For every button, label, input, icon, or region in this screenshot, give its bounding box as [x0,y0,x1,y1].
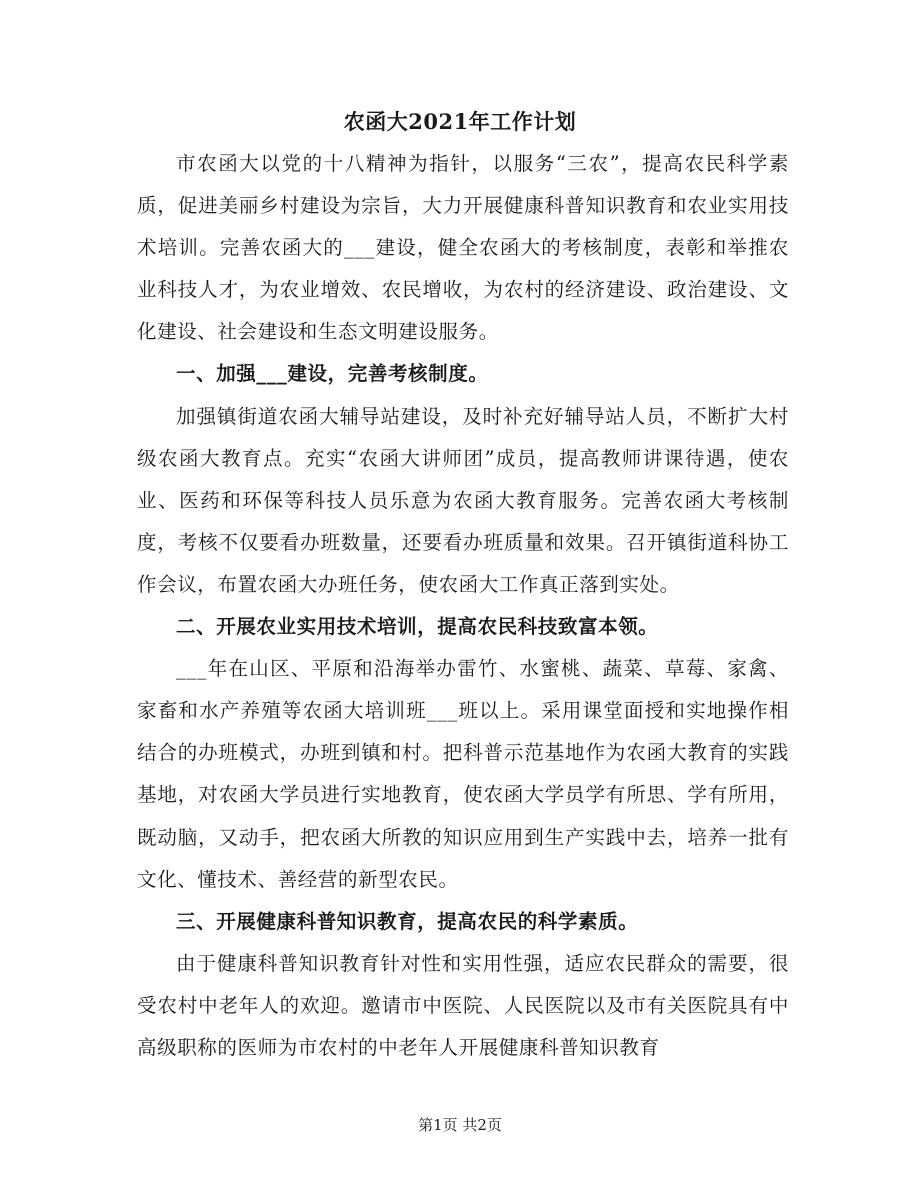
document-title: 农函大2021年工作计划 [343,109,577,134]
intro-paragraph: 市农函大以党的十八精神为指针，以服务“三农”，提高农民科学素质，促进美丽乡村建设为宗旨，大力开展健康科普知识教育和农业实用技术培训。完善农函大的___建设，健全农函大的考核制度，表彰和举推农业科技人才，为农业增效、农民增收，为农村的经济建设、政治建设、文化建设、社会建设和生态文明建设服务。 [137,152,789,344]
section-body-2: ___年在山区、平原和沿海举办雷竹、水蜜桃、蔬菜、草莓、家禽、家畜和水产养殖等农函大培训班___班以上。采用课堂面授和实地操作相结合的办班模式，办班到镇和村。把科普示范基地作为农函大教育的实践基地，对农函大学员进行实地教育，使农函大学员学有所思、学有所用，既动脑，又动手，把农函大所教的知识应用到生产实践中去，培养一批有文化、懂技术、善经营的新型农民。 [137,657,789,891]
section-heading-3: 三、开展健康科普知识教育，提高农民的科学素质。 [176,909,639,933]
page-indicator: 第1页 共2页 [418,1116,502,1134]
document-body [137,143,789,1069]
section-heading-2: 二、开展农业实用技术培训，提高农民科技致富本领。 [176,615,659,639]
section-body-3: 由于健康科普知识教育针对性和实用性强，适应农民群众的需要，很受农村中老年人的欢迎。邀请市中医院、人民医院以及市有关医院具有中高级职称的医师为市农村的中老年人开展健康科普知识教育 [137,951,789,1059]
section-heading-1: 一、加强___建设，完善考核制度。 [176,362,489,386]
section-body-1: 加强镇街道农函大辅导站建设，及时补充好辅导站人员，不断扩大村级农函大教育点。充实“农函大讲师团”成员，提高教师讲课待遇，使农业、医药和环保等科技人员乐意为农函大教育服务。完善农函大考核制度，考核不仅要看办班数量，还要看办班质量和效果。召开镇街道科协工作会议，布置农函大办班任务，使农函大工作真正落到实处。 [137,404,789,596]
